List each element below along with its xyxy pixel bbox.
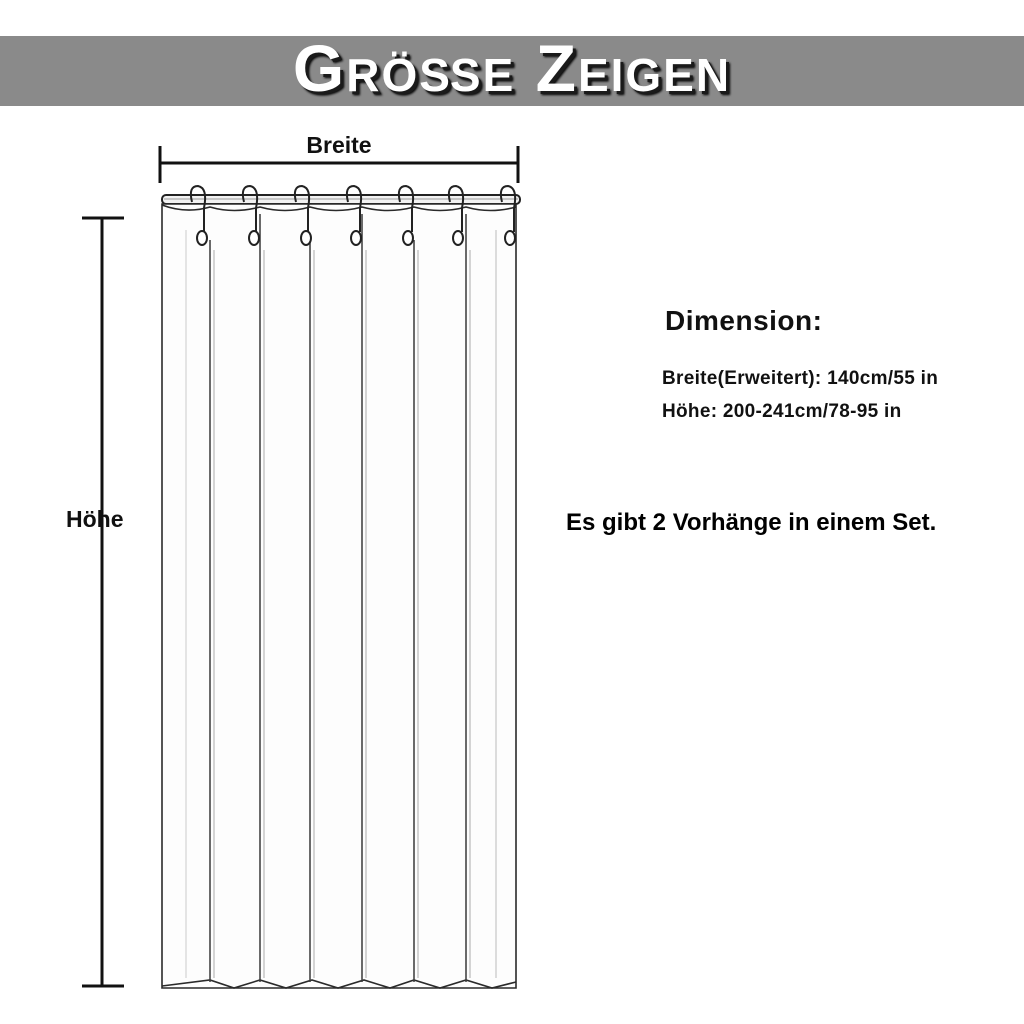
set-note: Es gibt 2 Vorhänge in einem Set.	[566, 509, 937, 536]
curtain-rod	[162, 195, 520, 204]
dimension-width: Breite(Erweitert): 140cm/55 in	[662, 368, 939, 389]
curtain-panel	[162, 204, 516, 988]
height-dimension-line	[82, 218, 124, 986]
width-dimension-line	[160, 146, 518, 183]
page-title: Größe Zeigen	[292, 31, 732, 105]
dimension-height: Höhe: 200-241cm/78-95 in	[662, 401, 902, 422]
dimension-heading: Dimension:	[665, 305, 823, 336]
width-label: Breite	[306, 132, 372, 158]
height-label: Höhe	[66, 506, 124, 532]
